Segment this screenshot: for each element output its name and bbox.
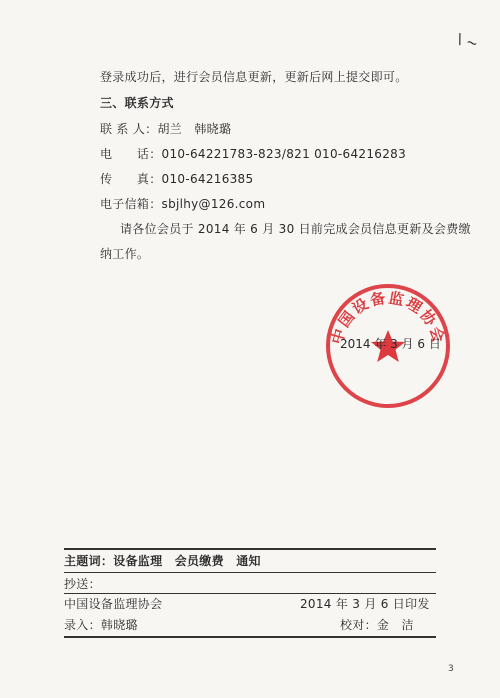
- email-row: [100, 197, 265, 211]
- entry-label: 录入：: [64, 618, 101, 632]
- signature-date: 2014 年 3 月 6 日: [340, 337, 441, 351]
- keywords-row: [64, 554, 261, 568]
- proof-row: [340, 618, 414, 632]
- notice-line-2: 纳工作。: [100, 247, 150, 261]
- email-label: 电子信箱：: [100, 197, 162, 211]
- page-number: 3: [448, 664, 454, 674]
- footer-rule-bottom: [64, 636, 436, 638]
- entry-name: 韩晓璐: [100, 618, 138, 632]
- phone-value: 010-64221783-823/821 010-64216283: [161, 147, 407, 161]
- phone-row: [100, 147, 406, 161]
- section-heading: 三、联系方式: [100, 96, 174, 110]
- keywords-value: 设备监理 会员缴费 通知: [113, 554, 261, 568]
- issuer: 中国设备监理协会: [64, 597, 163, 611]
- phone-label: 电 话：: [100, 147, 162, 161]
- print-date: 2014 年 3 月 6 日印发: [300, 597, 430, 611]
- proof-label: 校对：: [340, 618, 377, 632]
- body-line-1: 登录成功后，进行会员信息更新，更新后网上提交即可。: [100, 70, 408, 84]
- footer-rule-3: [64, 593, 436, 594]
- contact-row: [100, 122, 231, 136]
- footer-rule-top: [64, 548, 436, 550]
- fax-label: 传 真：: [100, 172, 162, 186]
- fax-value: 010-64216385: [161, 172, 254, 186]
- cc-label: 抄送：: [64, 577, 101, 591]
- corner-mark: \ ~: [455, 31, 480, 53]
- fax-row: [100, 172, 253, 186]
- entry-row: [64, 618, 138, 632]
- notice-line-1: 请各位会员于 2014 年 6 月 30 日前完成会员信息更新及会费缴: [120, 222, 471, 236]
- keywords-label: 主题词：: [64, 554, 114, 568]
- proof-name: 金 洁: [376, 618, 414, 632]
- seal-text: 中国设备监理协会: [327, 288, 449, 347]
- footer-rule-2: [64, 572, 436, 573]
- contact-label: 联 系 人：: [100, 122, 158, 136]
- contact-names: 胡兰 韩晓璐: [157, 122, 232, 136]
- email-value: sbjlhy@126.com: [161, 197, 266, 211]
